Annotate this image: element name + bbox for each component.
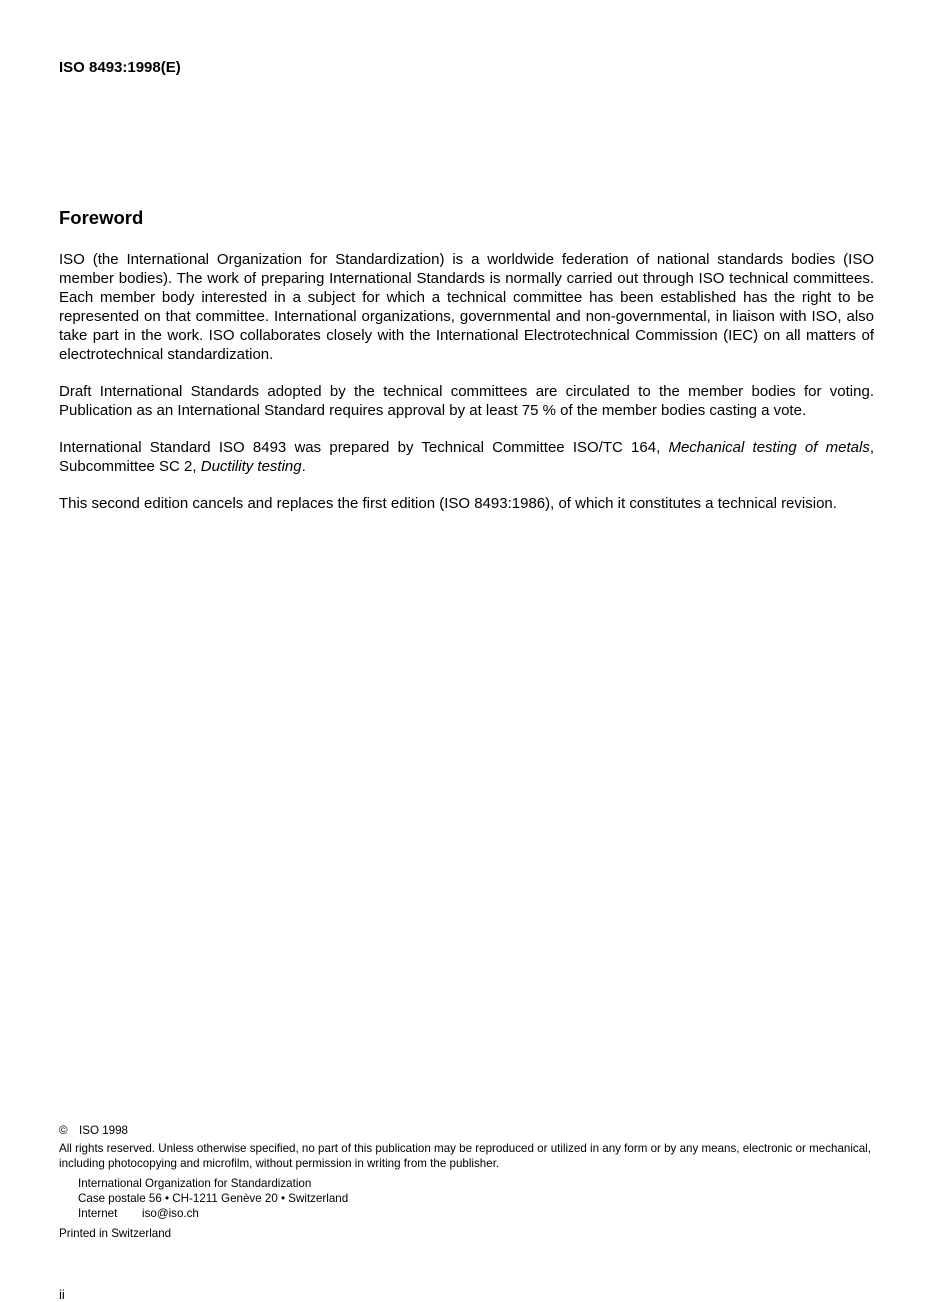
publisher-address	[59, 1176, 879, 1221]
foreword-paragraph-3	[59, 438, 874, 476]
foreword-paragraph-4: This second edition cancels and replaces the first edition (ISO 8493:1986), of which it constitutes a technical revision.	[59, 495, 837, 512]
subcommittee-name: Ductility testing	[200, 458, 302, 475]
page-number: ii	[59, 1287, 65, 1302]
paragraph-3-text-c: .	[301, 458, 306, 475]
paragraph-3-text-a: International Standard ISO 8493 was prepared by Technical Committee ISO/TC 164,	[59, 439, 669, 456]
foreword-paragraph-1: ISO (the International Organization for Standardization) is a worldwide federation of national standards bodies (ISO member bodies). The work of preparing International Standards is normally carried out through ISO technical committees. Each member body interested in a subject for which a technical committee has been established has the right to be represented on that committee. International organizations, governmental and non-governmental, in liaison with ISO, also take part in the work. ISO collaborates closely with the International Electrotechnical Commission (IEC) on all matters of electrotechnical standardization.	[59, 251, 874, 363]
internet-email: iso@iso.ch	[142, 1207, 199, 1220]
copyright-text: ISO 1998	[79, 1124, 128, 1137]
paragraph-3-text-b: , Subcommittee SC 2,	[59, 439, 874, 475]
internet-line	[78, 1206, 879, 1221]
foreword-body	[59, 250, 874, 531]
foreword-title: Foreword	[59, 207, 144, 228]
printed-in: Printed in Switzerland	[59, 1227, 172, 1240]
organization-name: International Organization for Standardization	[78, 1177, 312, 1190]
copyright-footer	[59, 1123, 879, 1241]
internet-label: Internet	[78, 1207, 118, 1220]
organization-address: Case postale 56 • CH-1211 Genève 20 • Switzerland	[78, 1192, 349, 1205]
rights-statement: All rights reserved. Unless otherwise specified, no part of this publication may be reproduced or utilized in any form or by any means, electronic or mechanical, including photocopying and microfilm, without permission in writing from the publisher.	[59, 1142, 871, 1170]
document-id-header: ISO 8493:1998(E)	[59, 59, 181, 76]
copyright-symbol: ©	[59, 1124, 68, 1137]
committee-name: Mechanical testing of metals	[668, 439, 870, 456]
foreword-paragraph-2: Draft International Standards adopted by the technical committees are circulated to the member bodies for voting. Publication as an International Standard requires approval by at least 75 % of the member bodies casting a vote.	[59, 383, 874, 419]
copyright-line	[59, 1123, 879, 1138]
